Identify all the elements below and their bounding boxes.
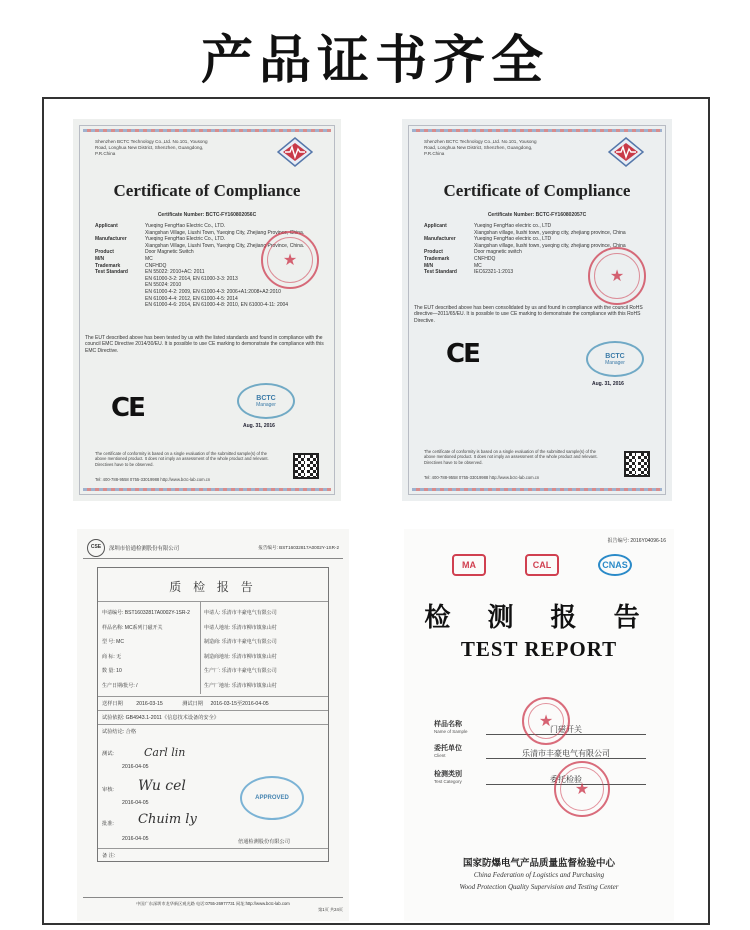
report-note: 备 注: [102,853,116,859]
field-row: Test Standard IEC62321-1:2013 [424,269,514,276]
red-seal-stamp: ★ [522,697,570,745]
report-title-cn: 检 测 报 告 [424,603,654,633]
stamp-date: Aug. 31, 2016 [243,423,275,429]
ce-mark-icon: CE [446,339,479,369]
stamp-date: Aug. 31, 2016 [592,381,624,387]
field-row: Trademark CNFHDQ [95,262,167,269]
red-seal-stamp: ★ [588,247,646,305]
field-row: Applicant Yueqing FengHao Electric Co., LTD. [95,223,226,229]
report-number: 报告编号: 2016Y04096-16 [607,538,666,544]
ce-mark-icon: CE [111,393,144,423]
field-row: Xiangshan village, liushi town, yueqing city, zhejiang province, China [474,229,626,236]
test-report[interactable] [404,529,674,921]
field-row: EN 61000-4-4: 2012, EN 61000-4-5: 2014 [145,295,238,302]
eut-statement: The EUT described above has been tested by us with the listed standards and found in compliance with the council EMC Directive 2014/30/EU. It is possible to use CE marking to demonstrate the compliance with this EMC Directive. [85,335,324,354]
certificates-frame [42,97,710,925]
field-row: Trademark CNFHDQ [424,255,496,262]
red-seal-stamp: ★ [261,231,319,289]
divider [98,696,328,697]
field-row: Manufacturer Yueqing FengHao electric co., LTD [424,236,552,243]
sign-date: 2016-04-05 [122,800,149,806]
report-field: 样品名称: MC系列门磁开关 [102,624,163,631]
qr-code-icon [293,453,319,479]
field-row: M/N MC [95,255,153,262]
field-test-category: 检测类别 Test Category 委托检验 [434,769,654,784]
sign-row-test: 测试: [102,751,114,757]
report-field: 制造商地址: 乐清市柳市镇象山村 [204,653,277,660]
decorative-line [412,129,662,132]
org-name-cn: 国家防爆电气产品质量监督检验中心 [462,858,615,869]
sign-date: 2016-04-05 [122,764,149,770]
certificate-number: Certificate Number: BCTC-FY160802056C [157,212,257,218]
test-basis: 试验依据: GB4943.1-2011《信息技术设备的安全》 [102,715,219,721]
field-row: EN 61000-4-2: 2009, EN 61000-4-3: 2006+A1:2008+A2:2010 [145,288,281,295]
cse-logo-icon: CSE [87,539,105,557]
report-org: 深圳市倍通检测股份有限公司 [109,546,180,552]
cal-logo-icon: CAL [525,554,559,576]
certificate-contact: Tel: 400-788-9558 0755-33019988 http://www.bctc-lab.com.cn [424,475,540,480]
report-title-en: TEST REPORT [460,637,618,661]
report-body [97,567,329,862]
field-sample-name: 样品名称 Name of Sample 门磁开关 [434,719,654,734]
field-client: 委托单位 Client 乐清市丰豪电气有限公司 [434,743,654,758]
field-row: Xiangshan Village, Liushi Town, Yueqing City, Zhejiang Province, China. [145,229,305,236]
eut-statement: The EUT described above has been consolidated by us and found in compliance with the council RoHS directive—2011/65/EU. It is possible to use CE marking to demonstrate the compliance with this RoHS Directive. [414,305,643,324]
decorative-line [83,488,331,491]
report-field: 型 号: MC [102,639,124,645]
date-row: 送样日期 2016-03-15 测试日期 2016-03-15至2016-04-05 [102,701,269,707]
bctc-oval-stamp: BCTC Manager [237,383,295,419]
field-row: EN 55024: 2010 [145,282,182,289]
report-number: 报告编号: BST16032817A0002Y-1SR-2 [258,545,339,550]
accreditation-logos [452,554,632,576]
report-right-fields [204,606,332,693]
certificate-rohs[interactable] [402,119,672,501]
certificate-number: Certificate Number: BCTC-FY160802057C [487,212,587,218]
field-row: EN 61000-3-2: 2014, EN 61000-3-3: 2013 [145,275,238,282]
field-row: Test Standard EN 55022: 2010+AC: 2011 [95,269,205,276]
signature: Chuim ly [138,812,197,827]
field-row: Xiangshan Village, Liushi Town, Yueqing City, Zhejiang Province, China. [145,242,305,249]
decorative-line [412,488,662,491]
field-row: EN 61000-4-6: 2014, EN 61000-4-8: 2010, EN 61000-4-11: 2004 [145,302,289,309]
signature: Wu cel [138,778,186,794]
field-row: Applicant Yueqing FengHao electric co., LTD [424,223,552,229]
lab-address: Shenzhen BCTC Technology Co.,Ltd. No.101, Yousong Road, Longhua New District, Shenzhen, Guangdong, P.R.China [95,139,208,156]
divider [98,848,328,849]
report-title: 质 检 报 告 [169,580,257,594]
page-title: 产品证书齐全 [200,31,549,91]
divider [200,602,201,694]
approved-stamp: APPROVED [240,776,304,820]
certificate-footer: The certificate of conformity is based on a single evaluation of the submitted sample(s) of the above mentioned product. It does not imply an assessment of the whole product and relevant. Directives have to be observed. [424,449,598,465]
red-seal-stamp: ★ [554,761,610,817]
certificate-footer: The certificate of conformity is based on a single evaluation of the submitted sample(s) of the above mentioned product. It does not imply an assessment of the whole product and relevant. Directives have to be observed. [95,451,269,467]
report-field: 申请人: 乐清市丰豪电气有限公司 [204,610,277,616]
field-row: M/N MC [424,262,482,269]
report-field: 生产厂地址: 乐清市柳市镇象山村 [204,682,277,689]
test-conclusion: 试验结论: 合格 [102,729,137,735]
divider [98,724,328,725]
org-name-en: China Federation of Logistics and Purchasing [473,871,605,879]
quality-inspection-report[interactable] [77,529,349,921]
cma-logo-icon: MA [452,554,486,576]
field-row: Product Door Magnetic Switch [95,249,194,256]
qr-code-icon [624,451,650,477]
report-field: 制造商: 乐清市丰豪电气有限公司 [204,639,277,645]
report-field: 申请编号: BST16032817A0002Y-1SR-2 [102,610,190,616]
decorative-line [83,129,331,132]
lab-address: Shenzhen BCTC Technology Co.,Ltd. No.101, Yousong Road, Longhua New District, Shenzhen, Guangdong, P.R.China [424,139,537,156]
divider [98,710,328,711]
bctc-oval-stamp: BCTC Manager [586,341,644,377]
field-row: Product Door magnetic switch [424,249,522,256]
sign-row-approve: 批准: [102,821,114,827]
report-field: 申请人地址: 乐清市柳市镇象山村 [204,624,277,631]
report-field: 生产厂: 乐清市丰豪电气有限公司 [204,668,277,674]
certificate-heading: Certificate of Compliance [113,181,301,200]
sign-date: 2016-04-05 [122,836,149,842]
report-left-fields [102,606,200,693]
cnas-logo-icon: CNAS [598,554,632,576]
report-header [83,537,343,559]
certificate-contact: Tel: 400-788-9558 0755-33019988 http://www.bctc-lab.com.cn [95,477,211,482]
signature: Carl lin [144,746,186,759]
sign-row-review: 审核: [102,787,114,793]
report-footer: 中国广东深圳市龙华新区观光路 电话:0755-26977731 网址:http://www.bctc-lab.com 第1页 共24页 [83,897,343,913]
seal-text: 倍通检测股份有限公司 [238,839,290,845]
report-field: 数 量: 10 [102,668,122,674]
bctc-logo-icon [277,137,313,167]
field-row: Xiangshan village, liushi town, yueqing city, zhejiang province, China [474,242,626,249]
report-field: 生产日期/批号: / [102,682,138,689]
field-row: Manufacturer Yueqing FengHao Electric Co., LTD. [95,236,226,243]
certificate-heading: Certificate of Compliance [443,181,631,200]
org-name-en: Wood Protection Quality Supervision and Testing Center [459,883,619,891]
divider [98,601,328,602]
bctc-logo-icon [608,137,644,167]
certificate-emc[interactable] [73,119,341,501]
report-field: 商 标: 无 [102,653,122,660]
